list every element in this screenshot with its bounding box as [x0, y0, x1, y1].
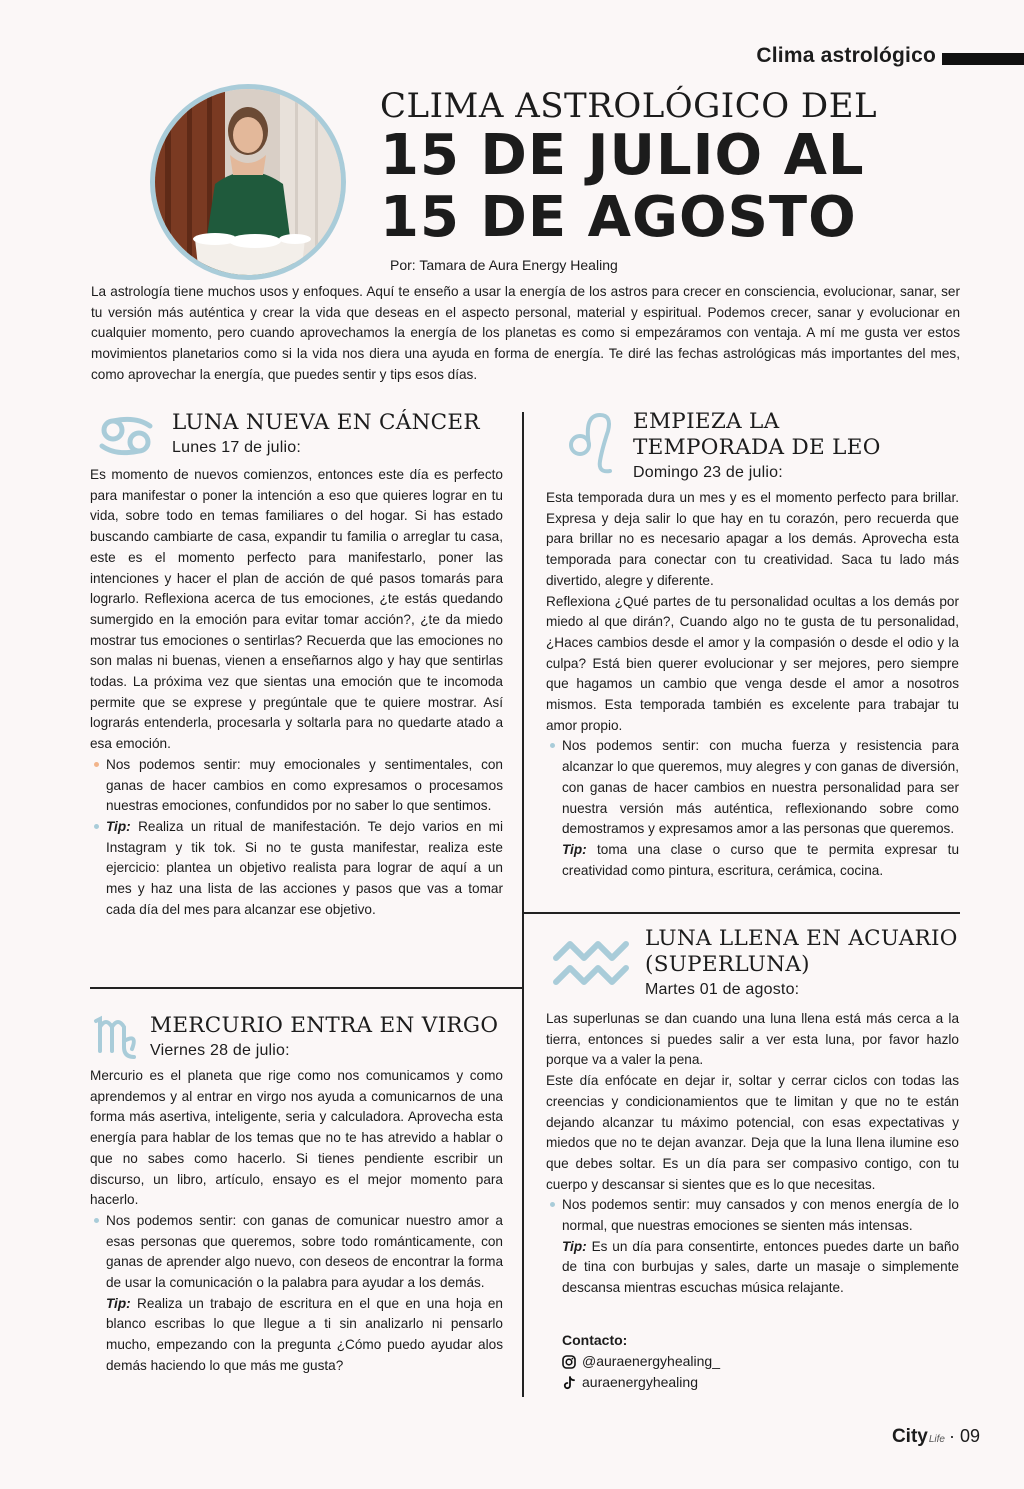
page-number: · 09 [948, 1426, 980, 1446]
section-date: Viernes 28 de julio: [150, 1042, 290, 1059]
tip-paragraph [90, 1294, 503, 1377]
section-mercurio [90, 1013, 503, 1377]
tip-text: toma una clase o curso que te permita expresar tu creatividad como pintura, escritura, cerámica, cocina. [562, 841, 960, 878]
feel-bullet: Nos podemos sentir: muy emocionales y sentimentales, con ganas de hacer cambios en como expresamos o procesamos nuestras emociones, confundidos por no saber lo que sentimos. [90, 755, 503, 817]
section-date: Domingo 23 de julio: [633, 464, 783, 481]
leo-icon [566, 409, 616, 479]
section-divider-right [522, 912, 960, 914]
title-line-2: 15 DE JULIO AL [380, 123, 865, 188]
section-title-line-2: TEMPORADA DE LEO [633, 435, 881, 460]
title-line-3: 15 DE AGOSTO [380, 185, 857, 250]
section-title-line-1: EMPIEZA LA [633, 409, 780, 434]
virgo-icon [92, 1013, 142, 1061]
contact-block [562, 1330, 720, 1393]
section-date: Martes 01 de agosto: [645, 981, 800, 998]
title-line-1: CLIMA ASTROLÓGICO DEL [380, 86, 878, 126]
section-label: Clima astrológico [756, 44, 936, 67]
section-paragraph: Reflexiona ¿Qué partes de tu personalidad ocultas a los demás por miedo al que dirán?, Cuando algo no te gusta de tu personalidad, ¿Haces cambios desde el amor y la compasión o desde el odio y la culpa? Está bien querer evolucionar y ser mejores, pero siempre que hagamos un cambio que venga desde el amor a nosotros mismos. Esta temporada también es excelente para trabajar tu amor propio. [546, 593, 959, 733]
tip-label: Tip: [106, 818, 131, 834]
section-luna-llena [546, 926, 959, 1299]
section-title-line-1: LUNA LLENA EN ACUARIO [645, 926, 958, 951]
tip-paragraph [546, 840, 959, 881]
contact-title: Contacto: [562, 1332, 628, 1348]
tip-text: Realiza un ritual de manifestación. Te dejo varios en mi Instagram y tik tok. Si no te gusta manifestar, realiza este ejercicio: plantea un objetivo realista para lograr de aquí a un mes y haz una lista de las acciones y pasos que vas a tomar cada día del mes para alcanzar ese objetivo. [106, 818, 504, 917]
section-divider-left [90, 987, 523, 989]
section-title: MERCURIO ENTRA EN VIRGO [150, 1013, 499, 1038]
instagram-row[interactable] [562, 1351, 720, 1372]
section-paragraph: Este día enfócate en dejar ir, soltar y cerrar ciclos con todas las creencias y condicionamientos que te limitan y que no te están dejando alcanzar tu máximo potencial, con esas expectativas y miedos que no te dejan avanzar. Deja que la luna llena ilumine eso que debes soltar. Es un día para ser compasivo contigo, con tu cuerpo y descansar si sientes que es lo que necesitas. [546, 1073, 959, 1192]
section-title: LUNA NUEVA EN CÁNCER [172, 410, 480, 435]
tiktok-handle[interactable]: auraenergyhealing [582, 1374, 698, 1390]
author-portrait [150, 84, 346, 280]
magazine-brand: City [891, 1426, 928, 1447]
feel-bullet: Nos podemos sentir: con ganas de comunicar nuestro amor a esas personas que queremos, sobre todo románticamente, con ganas de aprender algo nuevo, con deseos de encontrar la forma de usar la comunicación o la palabra para ayudar a los demás. [90, 1211, 503, 1294]
cancer-icon [96, 412, 156, 460]
column-divider [522, 412, 524, 1397]
tip-paragraph [546, 1237, 959, 1299]
section-paragraph: Esta temporada dura un mes y es el momento perfecto para brillar. Expresa y deja salir lo que hay en tu corazón, pero recuerda que para brillar no es necesario apagar a los demás. Aprovecha esta temporada para conectar con tu creatividad. Saca tu lado más divertido, alegre y diferente. [546, 490, 959, 588]
tip-text: Es un día para consentirte, entonces puedes darte un baño de tina con burbujas y sales, darte un masaje o simplemente descansa mientras escuchas música relajante. [562, 1238, 959, 1296]
instagram-handle[interactable]: @auraenergyhealing_ [582, 1353, 720, 1369]
tip-paragraph [90, 817, 503, 921]
tip-label: Tip: [106, 1295, 131, 1311]
instagram-icon [562, 1355, 576, 1369]
byline: Por: Tamara de Aura Energy Healing [390, 257, 618, 273]
section-date: Lunes 17 de julio: [172, 439, 302, 456]
tiktok-icon [562, 1376, 576, 1390]
section-paragraph: Es momento de nuevos comienzos, entonces este día es perfecto para manifestar o poner la intención a eso que quieres lograr en tu vida, sobre todo en temas familiares o del hogar. Si has estado buscando cambiarte de casa, expandir tu familia o arreglar tu casa, este es el momento perfecto para manifestarlo, poner las intenciones y hacer el plan de acción de qué pasos tomarás para lograrlo. Reflexiona acerca de tus emociones, ¿te estás quedando sumergido en la emoción para evitar tomar acción?, ¿te da miedo mostrar tus emociones o sentirlas? Recuerda que las emociones no son malas ni buenas, vienen a enseñarnos algo y hay que sentirlas todas. La próxima vez que sientas una emoción que te incomoda permite que se exprese y pregúntale que te quiere mostrar. Así lograrás entenderla, procesarla y soltarla para no quedarte atado a esa emoción. [90, 467, 503, 752]
aquarius-icon [552, 936, 632, 992]
section-luna-nueva [90, 410, 503, 920]
author-photo-illustration [155, 89, 341, 275]
section-temporada-leo [546, 409, 959, 881]
section-paragraph: Las superlunas se dan cuando una luna llena está más cerca a la tierra, entonces si puedes salir a ver esta luna, por favor hazlo porque va a valer la pena. [546, 1011, 959, 1068]
section-title-line-2: (SUPERLUNA) [645, 952, 810, 977]
tip-text: Realiza un trabajo de escritura en el que en una hoja en blanco escribas lo que llegue a ti sin analizarlo ni pensarlo mucho, empezando con la pregunta ¿Cómo puedo ayudar alos demás haciendo lo que más me gusta? [106, 1295, 503, 1373]
feel-bullet: Nos podemos sentir: con mucha fuerza y resistencia para alcanzar lo que queremos, muy alegres y con ganas de diversión, con ganas de hacer cambios en nuestra personalidad para ser nuestra versión más auténtica, reflexionando sobre como demostramos y expresamos amor a las personas que queremos. [546, 736, 959, 840]
tiktok-row[interactable] [562, 1372, 720, 1393]
tip-label: Tip: [562, 841, 587, 857]
tip-label: Tip: [562, 1238, 587, 1254]
section-bar [942, 53, 1024, 65]
page-footer [892, 1426, 980, 1448]
feel-bullet: Nos podemos sentir: muy cansados y con menos energía de lo normal, que nuestras emociones se sienten más intensas. [546, 1195, 959, 1236]
magazine-brand-sub: Life [928, 1434, 945, 1445]
section-paragraph: Mercurio es el planeta que rige como nos comunicamos y como aprendemos y al entrar en virgo nos ayuda a comunicarnos de una forma más asertiva, inteligente, seria y calculadora. Aprovecha esta energía para hablar de los temas que no te has atrevido a hablar o que no sabes como hacerlo. Si tienes pendiente escribir un discurso, un libro, artículo, ensayo es el mejor momento para hacerlo. [90, 1068, 503, 1208]
intro-paragraph: La astrología tiene muchos usos y enfoques. Aquí te enseño a usar la energía de los astros para crecer en consciencia, evolucionar, sanar, ser tu versión más auténtica y crear la vida que deseas en el aspecto personal, material y espiritual. Podemos crecer, sanar y evolucionar en cualquier momento, pero cuando aprovechamos la energía de los planetas es como si empezáramos con ventaja. A mí me gusta ver estos movimientos planetarios como si la vida nos diera una ayuda en forma de energía. Te diré las fechas astrológicas más importantes del mes, como aprovechar la energía, que puedes sentir y tips esos días. [91, 284, 960, 382]
